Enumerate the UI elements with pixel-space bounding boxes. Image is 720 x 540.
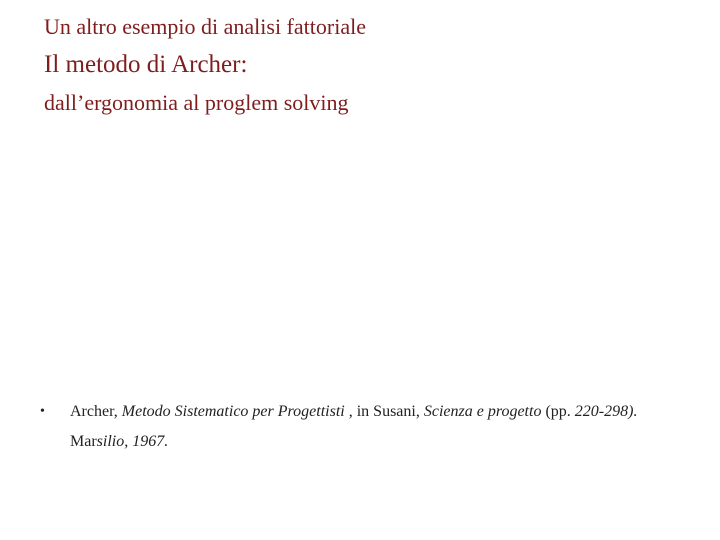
reference-author: Archer,: [70, 403, 122, 420]
reference-text: [70, 397, 690, 457]
reference-pages: 220-298).: [574, 403, 638, 420]
reference-work-title: Metodo Sistematico per Progettisti: [121, 403, 345, 420]
reference-publisher-end: silio, 1967.: [96, 433, 169, 450]
reference-publisher-start: Mar: [70, 433, 97, 450]
title-line-2: Il metodo di Archer:: [44, 51, 248, 79]
title-line-1: Un altro esempio di analisi fattoriale: [44, 14, 366, 39]
reference-book-title: Scienza e progetto: [423, 403, 542, 420]
reference-pages-label: (pp.: [541, 403, 575, 420]
title-block: [44, 14, 684, 117]
reference-in-text: , in Susani,: [344, 403, 424, 420]
bullet-icon: •: [40, 404, 45, 419]
bibliography-reference: [40, 397, 690, 457]
title-line-3: dall’ergonomia al proglem solving: [44, 90, 349, 116]
